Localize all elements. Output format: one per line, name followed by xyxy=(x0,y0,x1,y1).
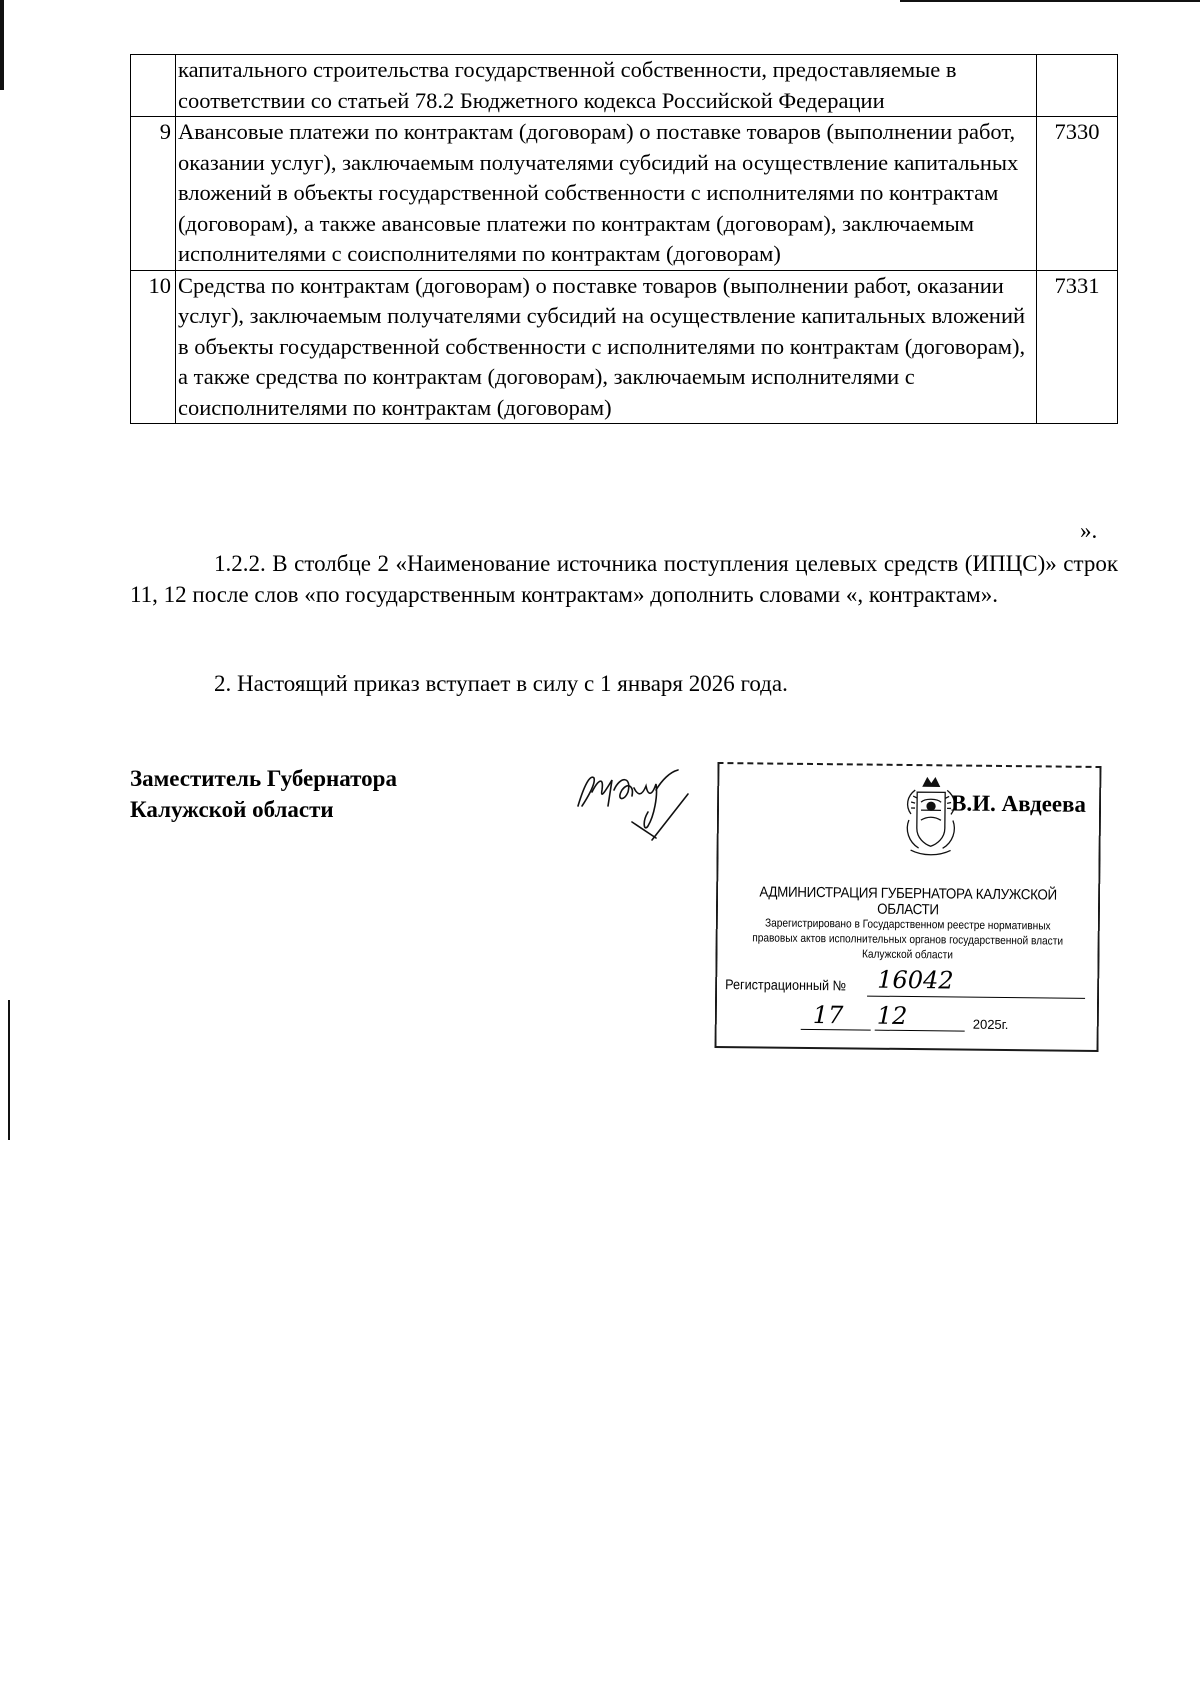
table-row xyxy=(131,55,1118,117)
codes-table xyxy=(130,54,1118,424)
closing-quote: ». xyxy=(1080,518,1098,543)
signer-title xyxy=(130,763,397,825)
table-row xyxy=(131,270,1118,424)
row-code xyxy=(1037,55,1118,117)
stamp-registration-number: 16042 xyxy=(877,965,954,995)
stamp-date-month: 12 xyxy=(876,1001,908,1030)
scan-edge-left-2 xyxy=(8,1000,10,1140)
stamp-registration-text: Зарегистрировано в Государственном реестре нормативных правовых актов исполнительных органов государственной власти Калужской области xyxy=(752,917,1064,962)
row-number: 9 xyxy=(131,117,176,271)
row-text: Авансовые платежи по контрактам (договорам) о поставке товаров (выполнении работ, оказании услуг), заключаемым получателями субсидий на осуществление капитальных вложений в объекты государственной собственности с исполнителями по контрактам (договорам), а также авансовые платежи по контрактам (договорам), заключаемым исполнителями с соисполнителями по контрактам (договорам) xyxy=(176,117,1037,271)
scan-edge-left xyxy=(0,0,4,90)
stamp-organization: АДМИНИСТРАЦИЯ ГУБЕРНАТОРА КАЛУЖСКОЙ ОБЛАСТИ xyxy=(759,884,1057,919)
registration-stamp xyxy=(715,762,1102,1052)
row-number: 10 xyxy=(131,270,176,424)
row-code: 7331 xyxy=(1037,270,1118,424)
table-row xyxy=(131,117,1118,271)
coat-of-arms-icon xyxy=(902,776,959,861)
paragraph-1-2-2: 1.2.2. В столбце 2 «Наименование источника поступления целевых средств (ИПЦС)» строк 11, 12 после слов «по государственным контрактам» дополнить словами «, контрактам». xyxy=(130,551,1118,607)
row-number xyxy=(131,55,176,117)
signer-line-2: Калужской области xyxy=(130,797,334,822)
stamp-registration-label: Регистрационный № xyxy=(725,976,847,994)
date-month-underline xyxy=(875,1030,965,1032)
scan-edge-top-right xyxy=(900,0,1200,2)
paragraph-2: 2. Настоящий приказ вступает в силу с 1 января 2026 года. xyxy=(214,671,788,696)
stamp-date-year: 2025г. xyxy=(972,1016,1009,1033)
row-text: капитального строительства государственной собственности, предоставляемые в соответствии со статьей 78.2 Бюджетного кодекса Российской Федерации xyxy=(176,55,1037,117)
stamp-date-day: 17 xyxy=(812,1001,844,1030)
row-code: 7330 xyxy=(1037,117,1118,271)
row-text: Средства по контрактам (договорам) о поставке товаров (выполнении работ, оказании услуг), заключаемым получателями субсидий на осуществление капитальных вложений в объекты государственной собственности с исполнителями по контрактам (договорам), а также средства по контрактам (договорам), заключаемым исполнителями с соисполнителями по контрактам (договорам) xyxy=(176,270,1037,424)
reg-number-underline xyxy=(867,996,1085,999)
signer-line-1: Заместитель Губернатора xyxy=(130,766,397,791)
stamp-signer-name: В.И. Авдеева xyxy=(950,790,1087,817)
handwritten-signature xyxy=(572,766,712,856)
